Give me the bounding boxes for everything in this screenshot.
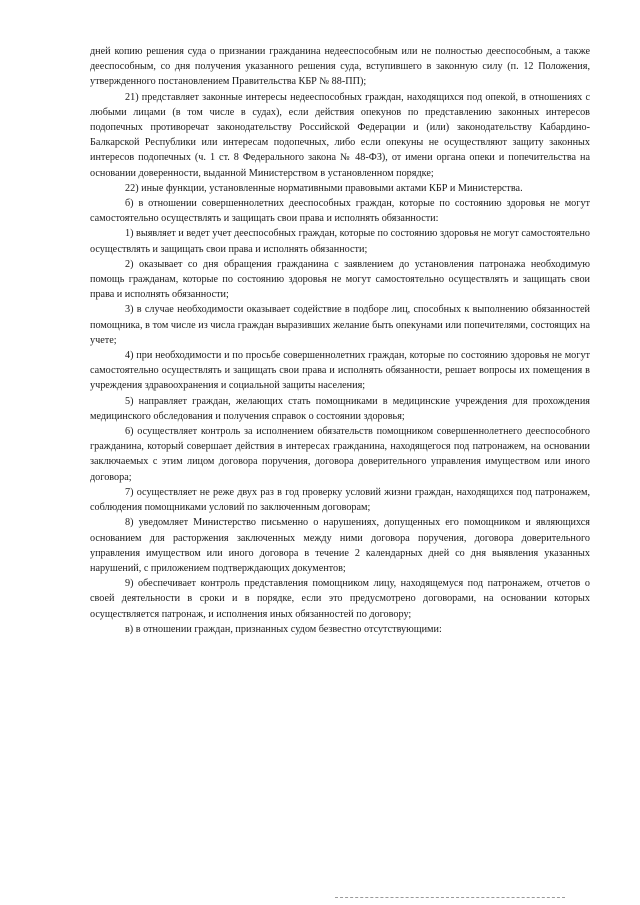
paragraph-continuation: дней копию решения суда о признании гражданина недееспособным или не полностью дееспособным, а также дееспособным, со дня получения указанного решения суда, вступившего в законную силу (п. 12 Положения, утвержденного постановлением Правительства КБР № 88-ПП); xyxy=(90,46,590,88)
document-body xyxy=(90,44,590,637)
page-bottom-rule xyxy=(335,897,565,898)
paragraph-b-item-3: 3) в случае необходимости оказывает содействие в подборе лиц, способных к выполнению обязанностей помощника, в том числе из числа граждан выразивших желание быть опекунами или попечителями, состоящих на учете; xyxy=(90,304,590,346)
paragraph-b-item-7: 7) осуществляет не реже двух раз в год проверку условий жизни граждан, находящихся под патронажем, соблюдения помощниками условий по заключенным договорам; xyxy=(90,486,590,514)
paragraph-item-22: 22) иные функции, установленные нормативными правовыми актами КБР и Министерства. xyxy=(125,182,523,194)
paragraph-item-21: 21) представляет законные интересы недееспособных граждан, находящихся под опекой, в отношениях с любыми лицами (в том числе в судах), если действия опекунов по представлению законных интересов подопечных противоречат законодательству Российской Федерации и (или) законодательству Кабардино-Балкарской Республики или интересам подопечных, либо если опекуны не осуществляют защиту законных интересов подопечных (ч. 1 ст. 8 Федерального закона № 48-ФЗ), от имени органа опеки и попечительства на основании доверенности, выданной Министерством в установленном порядке; xyxy=(90,91,590,179)
paragraph-b-item-2: 2) оказывает со дня обращения гражданина с заявлением до установления патронажа необходимую помощь гражданам, которые по состоянию здоровья не могут самостоятельно осуществлять и защищать свои права и исполнять обязанности; xyxy=(90,258,590,301)
paragraph-b-item-5: 5) направляет граждан, желающих стать помощниками в медицинские учреждения для прохождения медицинского обследования и получения справок о состоянии здоровья; xyxy=(90,395,590,422)
paragraph-b-item-6: 6) осуществляет контроль за исполнением обязательств помощником совершеннолетнего дееспособного гражданина, который совершает действия в интересах гражданина, находящегося под патронажем, на основании заключаемых с этим лицом договора поручения, договора доверительного управления имуществом или иного договора; xyxy=(90,426,590,483)
paragraph-b-item-9: 9) обеспечивает контроль представления помощником лицу, находящемуся под патронажем, отчетов о своей деятельности в сроки и в порядке, если это предусмотрено договорами, на основании которых осуществляется патронаж, и исполнения иных обязанностей по договору; xyxy=(90,578,590,620)
paragraph-section-b: б) в отношении совершеннолетних дееспособных граждан, которые по состоянию здоровья не могут самостоятельно осуществлять и защищать свои права и исполнять обязанности: xyxy=(90,198,590,225)
paragraph-b-item-4: 4) при необходимости и по просьбе совершеннолетних граждан, которые по состоянию здоровья не могут самостоятельно осуществлять и защищать свои права и исполнять обязанности, решает вопросы их помещения в учреждения здравоохранения и социальной защиты населения; xyxy=(90,350,590,392)
paragraph-section-v: в) в отношении граждан, признанных судом безвестно отсутствующими: xyxy=(125,623,442,635)
paragraph-b-item-1: 1) выявляет и ведет учет дееспособных граждан, которые по состоянию здоровья не могут самостоятельно осуществлять и защищать свои права и исполнять обязанности; xyxy=(90,228,590,255)
paragraph-b-item-8: 8) уведомляет Министерство письменно о нарушениях, допущенных его помощником и являющихся основанием для расторжения заключенных между ними договора поручения, договора доверительного управления имуществом или иного договора в течение 2 календарных дней со дня выявления указанных нарушений, с приложением подтверждающих документов; xyxy=(90,517,590,574)
